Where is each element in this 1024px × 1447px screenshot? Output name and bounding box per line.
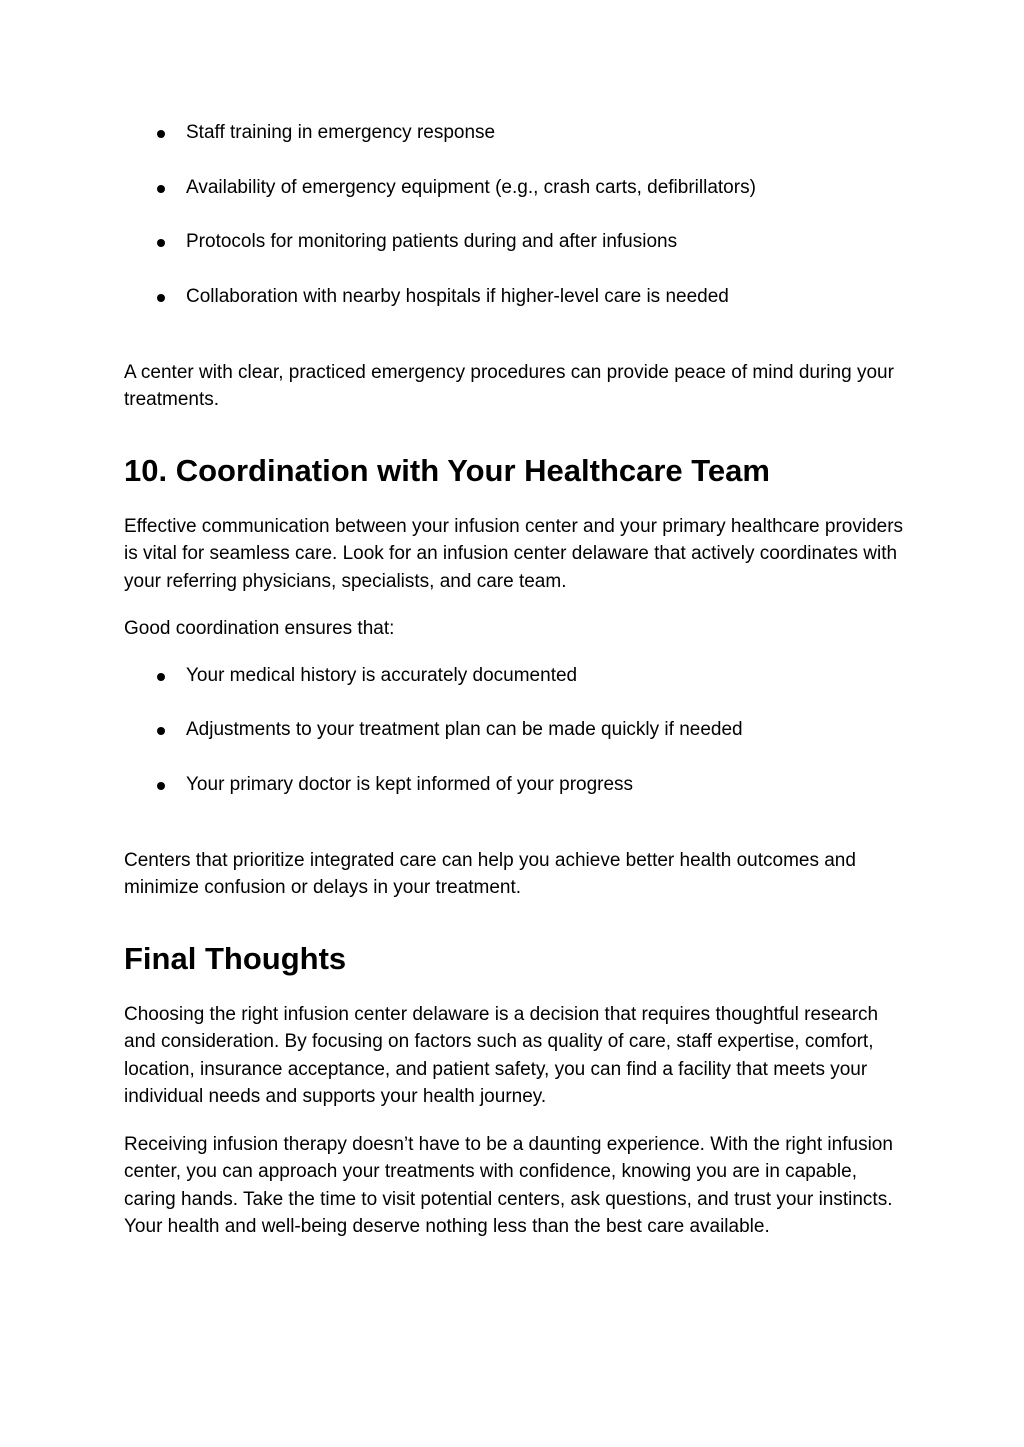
bullet-icon (157, 130, 165, 138)
list-item (124, 227, 914, 257)
bullet-icon (157, 294, 165, 302)
coordination-list (124, 661, 914, 800)
list-item (124, 118, 914, 148)
emergency-summary-paragraph: A center with clear, practiced emergency procedures can provide peace of mind during your treatments. (124, 361, 894, 410)
list-item-text: Adjustments to your treatment plan can be made quickly if needed (186, 719, 743, 740)
list-item-text: Staff training in emergency response (186, 122, 496, 143)
page-content (124, 118, 914, 1241)
list-item (124, 715, 914, 745)
coordination-intro-paragraph: Good coordination ensures that: (124, 618, 395, 639)
coordination-summary-paragraph: Centers that prioritize integrated care can help you achieve better health outcomes and minimize confusion or delays in your treatment. (124, 849, 856, 898)
final-thoughts-paragraph-1: Choosing the right infusion center delaware is a decision that requires thoughtful research and consideration. By focusing on factors such as quality of care, staff expertise, comfort, location, insurance acceptance, and patient safety, you can find a facility that meets your individual needs and supports your health journey. (124, 1003, 879, 1107)
list-item-text: Availability of emergency equipment (e.g., crash carts, defibrillators) (186, 176, 756, 198)
coordination-paragraph: Effective communication between your infusion center and your primary healthcare providers is vital for seamless care. Look for an infusion center delaware that actively coordinates with your referring physicians, specialists, and care team. (124, 515, 904, 592)
bullet-icon (157, 673, 165, 681)
final-thoughts-heading: Final Thoughts (124, 940, 347, 976)
list-item (124, 770, 914, 800)
bullet-icon (157, 727, 165, 735)
list-item (124, 173, 914, 203)
list-item-text: Protocols for monitoring patients during and after infusions (186, 231, 678, 252)
list-item (124, 661, 914, 691)
coordination-heading: 10. Coordination with Your Healthcare Team (124, 452, 770, 488)
list-item (124, 282, 914, 312)
list-item-text: Collaboration with nearby hospitals if higher-level care is needed (186, 285, 729, 307)
final-thoughts-paragraph-2: Receiving infusion therapy doesn’t have to be a daunting experience. With the right infusion center, you can approach your treatments with confidence, knowing you are in capable, caring hands. Take the time to visit potential centers, ask questions, and trust your instincts. Your health and well-being deserve nothing less than the best care available. (124, 1133, 893, 1237)
bullet-icon (157, 782, 165, 790)
bullet-icon (157, 185, 165, 193)
bullet-icon (157, 239, 165, 247)
emergency-list (124, 118, 914, 312)
list-item-text: Your medical history is accurately documented (186, 664, 578, 686)
list-item-text: Your primary doctor is kept informed of your progress (186, 773, 634, 795)
